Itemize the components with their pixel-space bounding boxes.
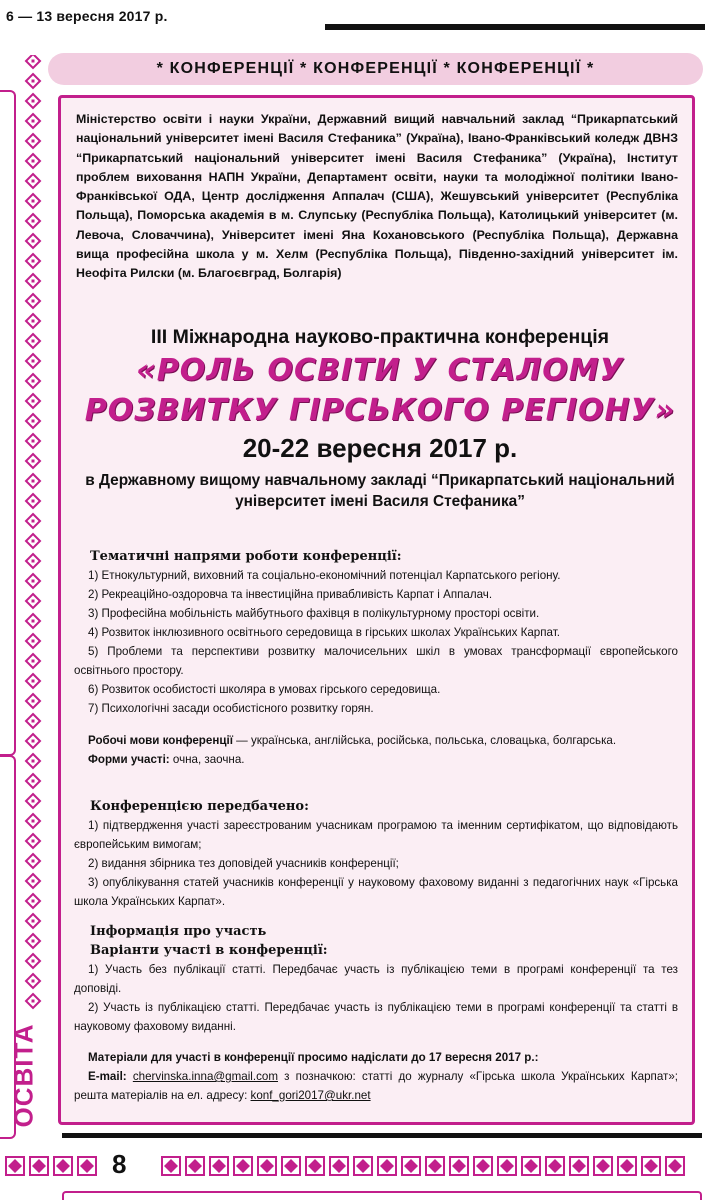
submission-text: з позначкою: статті до журналу «Гірська школа Українських Карпат»; решта матеріалів на ел. адресу:	[74, 1070, 678, 1102]
forms-label: Форми участі:	[88, 753, 170, 766]
forms-text: очна, заочна.	[169, 753, 245, 766]
submission-deadline: Матеріали для участі в конференції просимо надіслати до 17 вересня 2017 р.:	[88, 1051, 539, 1064]
email-link-1[interactable]: chervinska.inna@gmail.com	[132, 1070, 278, 1083]
submission-contacts	[74, 1067, 678, 1105]
languages-text: — українська, англійська, російська, польська, словацька, болгарська.	[232, 734, 617, 747]
embroidery-border-ornament	[22, 55, 44, 1125]
osvita-side-logo	[2, 1016, 46, 1134]
issue-date: 6 — 13 вересня 2017 р.	[6, 8, 168, 24]
email-link-2[interactable]: konf_gori2017@ukr.net	[250, 1089, 371, 1102]
theme-item: 6) Розвиток особистості школяра в умовах гірського середовища.	[88, 683, 441, 696]
participation-forms	[74, 750, 678, 769]
participation-heading: Інформація про участь	[90, 924, 267, 939]
themes-heading: Тематичні напрями роботи конференції:	[90, 549, 402, 564]
conference-venue: в Державному вищому навчальному закладі “Прикарпатський національний університет імені Василя Стефаника”	[85, 472, 675, 510]
footer-ornament-right	[160, 1154, 704, 1178]
provided-item: 2) видання збірника тез доповідей учасників конференції;	[88, 857, 399, 870]
participation-item: 2) Участь із публікацією статті. Передбачає участь із публікацією теми в програмі конференції та статті в науковому фаховому виданні.	[74, 1001, 678, 1033]
conference-title: ІІІ Міжнародна науково-практична конференція	[150, 326, 610, 348]
languages-section	[74, 731, 678, 769]
submission-section	[74, 1048, 678, 1105]
left-frame-top	[0, 90, 16, 756]
provided-section	[74, 797, 678, 911]
participation-section	[74, 922, 678, 1036]
section-banner: * КОНФЕРЕНЦІЇ * КОНФЕРЕНЦІЇ * КОНФЕРЕНЦІЇ *	[48, 53, 703, 85]
theme-item: 2) Рекреаційно-оздоровча та інвестиційна привабливість Карпат і Аппалач.	[88, 588, 493, 601]
participation-item: 1) Участь без публікації статті. Передбачає участь із публікацією теми в програмі конференції та тез доповіді.	[74, 963, 678, 995]
theme-item: 7) Психологічні засади особистісного розвитку горян.	[88, 702, 374, 715]
themes-section	[74, 547, 678, 718]
theme-item: 1) Етнокультурний, виховний та соціально-економічний потенціал Карпатського регіону.	[88, 569, 561, 582]
theme-item: 3) Професійна мобільність майбутнього фахівця в полікультурному просторі освіти.	[88, 607, 540, 620]
working-languages	[74, 731, 678, 750]
footer-ornament-left	[4, 1154, 100, 1178]
provided-heading: Конференцією передбачено:	[90, 799, 309, 814]
conference-dates: 20-22 вересня 2017 р.	[242, 433, 518, 463]
provided-item: 1) підтвердження участі зареєстрованим учасникам програмою та іменним сертифікатом, що відповідають європейським вимогам;	[74, 819, 678, 851]
theme-item: 4) Розвиток інклюзивного освітнього середовища в гірських школах Українських Карпат.	[88, 626, 560, 639]
provided-item: 3) опублікування статей учасників конференції у науковому фаховому виданні з педагогічних наук «Гірська школа Українських Карпат».	[74, 876, 678, 908]
conference-name-line-2: РОЗВИТКУ ГІРСЬКОГО РЕГІОНУ»	[84, 393, 676, 428]
email-label: E-mail:	[88, 1070, 127, 1083]
conference-name-line-1: «РОЛЬ ОСВІТИ У СТАЛОМУ	[136, 353, 624, 388]
conference-name	[66, 351, 694, 431]
page-number: 8	[112, 1149, 127, 1179]
organizers-list: Міністерство освіти і науки України, Державний вищий навчальний заклад “Прикарпатський національний університет імені Василя Стефаника” (Україна), Івано-Франківський коледж ДВНЗ “Прикарпатський національний університет імені Василя Стефаника” (Україна), Інститут проблем виховання НАПН України, Департамент освіти, науки та молодіжної політики Івано-Франківської ОДА, Центр дослідження Аппалач (США), Жешувський університет (Республіка Польща), Поморська академія в м. Слупську (Республіка Польща), Католицький університет (м. Левоча, Словаччина), Університет імені Яна Кохановського (Республіка Польща), Державна вища професійна школа у м. Хелм (Республіка Польща), Південно-західний університет ім. Неофіта Рилски (м. Благоєвград, Болгарія)	[76, 112, 678, 281]
theme-item: 5) Проблеми та перспективи розвитку малочисельних шкіл в умовах трансформації європейського освітнього простору.	[74, 645, 678, 677]
participation-variants-heading: Варіанти участі в конференції:	[90, 943, 328, 958]
next-article-frame	[62, 1191, 702, 1200]
side-logo-text: ОСВІТА	[8, 1022, 39, 1128]
header-rule	[325, 24, 705, 30]
footer-rule	[62, 1133, 702, 1138]
languages-label: Робочі мови конференції	[88, 734, 233, 747]
